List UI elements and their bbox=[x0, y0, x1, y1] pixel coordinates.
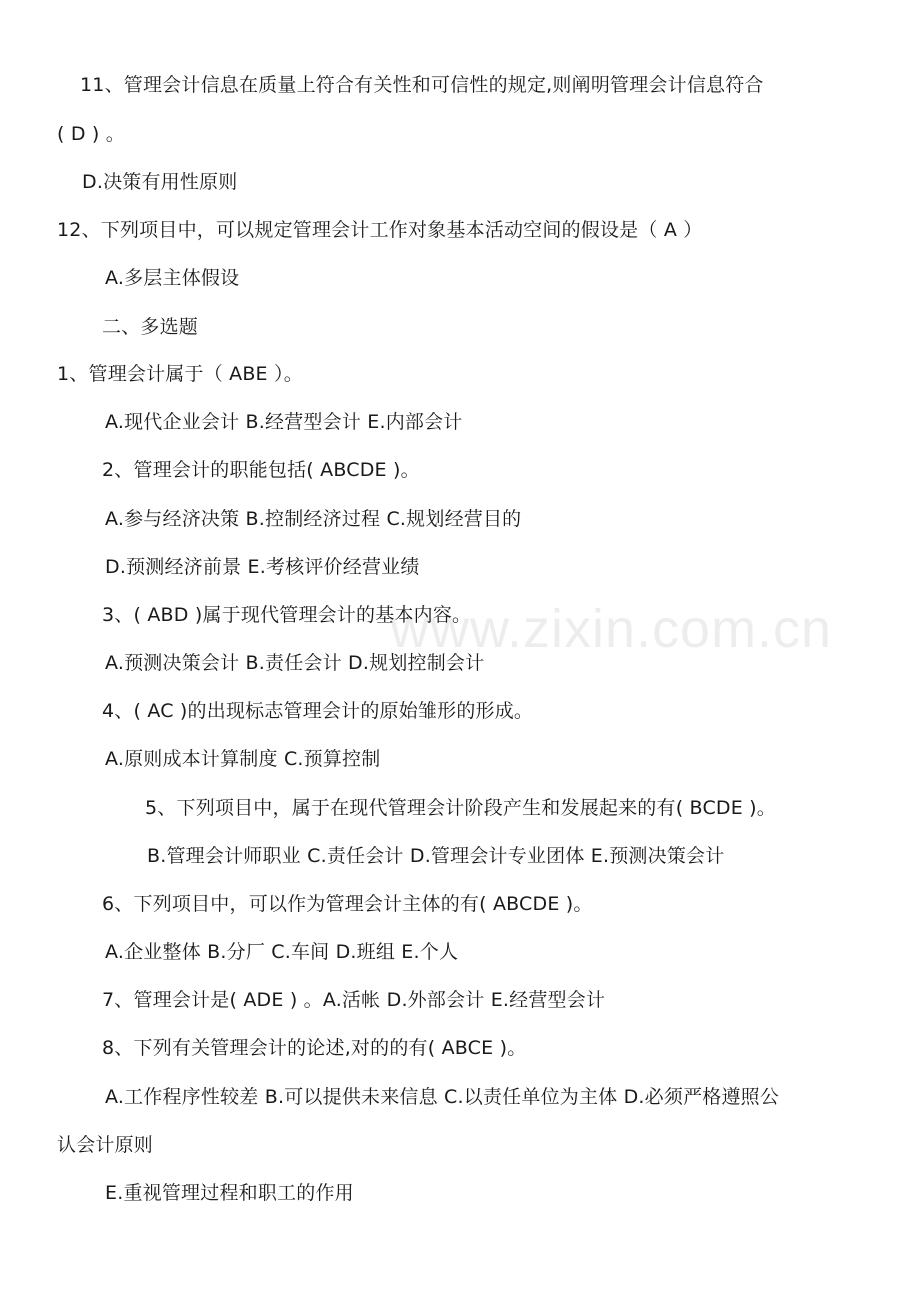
mc-question-6-options: A.企业整体 B.分厂 C.车间 D.班组 E.个人 bbox=[105, 941, 459, 963]
mc-question-6-stem: 6、下列项目中，可以作为管理会计主体的有( ABCDE )。 bbox=[102, 893, 593, 915]
mc-question-5-options: B.管理会计师职业 C.责任会计 D.管理会计专业团体 E.预测决策会计 bbox=[147, 845, 725, 867]
mc-question-2-options-a: A.参与经济决策 B.控制经济过程 C.规划经营目的 bbox=[105, 508, 522, 530]
section-heading: 二、多选题 bbox=[102, 316, 199, 338]
mc-question-3-stem: 3、( ABD )属于现代管理会计的基本内容。 bbox=[102, 604, 472, 626]
mc-question-4-stem: 4、( AC )的出现标志管理会计的原始雏形的形成。 bbox=[102, 700, 534, 722]
question-11-stem: 11、管理会计信息在质量上符合有关性和可信性的规定,则阐明管理会计信息符合 bbox=[80, 74, 764, 96]
question-12-option: A.多层主体假设 bbox=[105, 267, 240, 289]
mc-question-1-options: A.现代企业会计 B.经营型会计 E.内部会计 bbox=[105, 411, 463, 433]
mc-question-2-options-b: D.预测经济前景 E.考核评价经营业绩 bbox=[105, 556, 420, 578]
mc-question-5-stem: 5、下列项目中，属于在现代管理会计阶段产生和发展起来的有( BCDE )。 bbox=[145, 797, 776, 819]
question-12-stem: 12、下列项目中，可以规定管理会计工作对象基本活动空间的假设是（ A ） bbox=[57, 219, 703, 241]
mc-question-8-stem: 8、下列有关管理会计的论述,对的的有( ABCE )。 bbox=[102, 1037, 527, 1059]
mc-question-2-stem: 2、管理会计的职能包括( ABCDE )。 bbox=[102, 459, 420, 481]
watermark-text: www.zixin.com.cn bbox=[390, 599, 833, 659]
mc-question-7-stem: 7、管理会计是( ADE ) 。A.活帐 D.外部会计 E.经营型会计 bbox=[102, 989, 606, 1011]
question-11-answer: ( D ) 。 bbox=[57, 123, 125, 145]
mc-question-1-stem: 1、管理会计属于（ ABE ）。 bbox=[57, 363, 303, 385]
mc-question-4-options: A.原则成本计算制度 C.预算控制 bbox=[105, 748, 381, 770]
mc-question-8-options-a: A.工作程序性较差 B.可以提供未来信息 C.以责任单位为主体 D.必须严格遵照公 bbox=[105, 1086, 780, 1108]
mc-question-8-options-b: E.重视管理过程和职工的作用 bbox=[105, 1182, 354, 1204]
mc-question-3-options: A.预测决策会计 B.责任会计 D.规划控制会计 bbox=[105, 652, 485, 674]
mc-question-8-options-a-cont: 认会计原则 bbox=[57, 1134, 154, 1156]
question-11-option: D.决策有用性原则 bbox=[82, 171, 238, 193]
